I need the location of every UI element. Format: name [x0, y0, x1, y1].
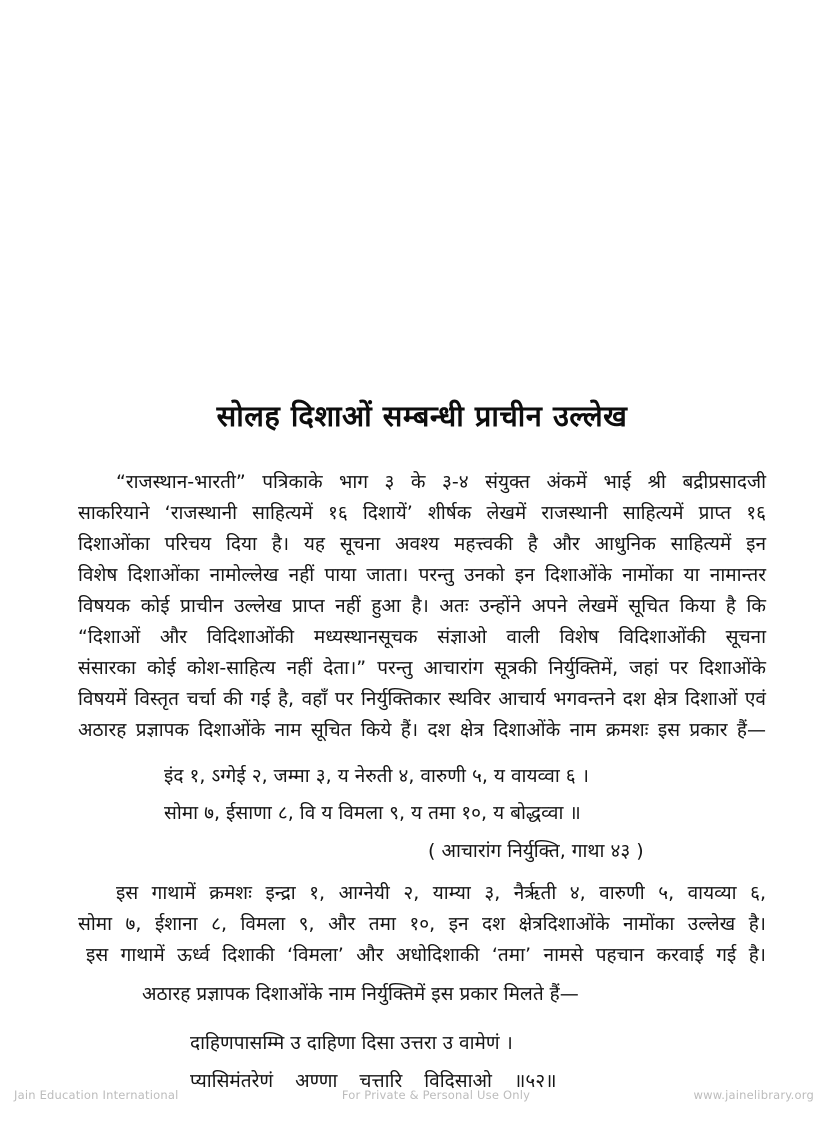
verse-line: इंद १, ऽग्गेई २, जम्मा ३, य नेरुती ४, वारुणी ५, य वायव्वा ६ । — [164, 765, 589, 787]
page-content — [78, 396, 766, 1100]
explanation-paragraph — [78, 878, 766, 971]
intro-line: संसारका कोई कोश-साहित्य नहीं देता।” परन्तु आचारांग सूत्रकी निर्युक्तिमें, जहां पर दिशाओंके — [78, 657, 766, 679]
verse-line: सोमा ७, ईसाणा ८, वि य विमला ९, य तमा १०, य बोद्धव्वा ॥ — [164, 802, 581, 824]
intro-line: दिशाओंका परिचय दिया है। यह सूचना अवश्य महत्त्वकी है और आधुनिक साहित्यमें इन — [78, 533, 766, 555]
intro-line: “राजस्थान-भारती” पत्रिकाके भाग ३ के ३-४ संयुक्त अंकमें भाई श्री बद्रीप्रसादजी — [116, 471, 766, 493]
footer-usage-notice: For Private & Personal Use Only — [341, 1088, 531, 1102]
verse-line: प्यासिमंतरेणं अण्णा चत्तारि विदिसाओ ॥५२॥ — [190, 1070, 557, 1092]
gatha-verse-1 — [164, 758, 766, 832]
footer-publisher: Jain Education International — [14, 1088, 179, 1102]
intro-line: अठारह प्रज्ञापक दिशाओंके नाम सूचित किये हैं। दश क्षेत्र दिशाओंके नाम क्रमशः इस प्रकार हैं— — [78, 719, 766, 741]
intro-line: साकरियाने ‘राजस्थानी साहित्यमें १६ दिशायें’ शीर्षक लेखमें राजस्थानी साहित्यमें प्राप्त १६ — [78, 502, 766, 524]
verse-citation: ( आचारांग निर्युक्ति, गाथा ४३ ) — [428, 840, 644, 862]
intro-line: विशेष दिशाओंका नामोल्लेख नहीं पाया जाता। परन्तु उनको इन दिशाओंके नामोंका या नामान्तर — [78, 564, 766, 586]
explanation-line: इस गाथामें क्रमशः इन्द्रा १, आग्नेयी २, याम्या ३, नैर्ऋती ४, वारुणी ५, वायव्या ६, — [116, 882, 766, 904]
intro-line: विषयमें विस्तृत चर्चा की गई है, वहाँ पर निर्युक्तिकार स्थविर आचार्य भगवन्तने दश क्षेत्र दिशाओं एवं — [78, 688, 766, 710]
intro-line: “दिशाओं और विदिशाओंकी मध्यस्थानसूचक संज्ञाओ वाली विशेष विदिशाओंकी सूचना — [78, 626, 766, 648]
footer-website: www.jainelibrary.org — [693, 1088, 814, 1102]
explanation-line: इस गाथामें ऊर्ध्व दिशाकी ‘विमला’ और अधोदिशाकी ‘तमा’ नामसे पहचान करवाई गई है। — [86, 944, 766, 966]
verse-line: दाहिणपासम्मि उ दाहिणा दिसा उत्तरा उ वामेणं । — [190, 1032, 513, 1054]
lead-in-sentence: अठारह प्रज्ञापक दिशाओंके नाम निर्युक्तिमें इस प्रकार मिलते हैं— — [142, 983, 579, 1005]
page-title: सोलह दिशाओं सम्बन्धी प्राचीन उल्लेख — [216, 399, 628, 433]
page-footer — [0, 1088, 828, 1102]
explanation-line: सोमा ७, ईशाना ८, विमला ९, और तमा १०, इन दश क्षेत्रदिशाओंके नामोंका उल्लेख है। — [78, 913, 766, 935]
intro-paragraph — [78, 467, 766, 746]
intro-line: विषयक कोई प्राचीन उल्लेख प्राप्त नहीं हुआ है। अतः उन्होंने अपने लेखमें सूचित किया है कि — [78, 595, 766, 617]
